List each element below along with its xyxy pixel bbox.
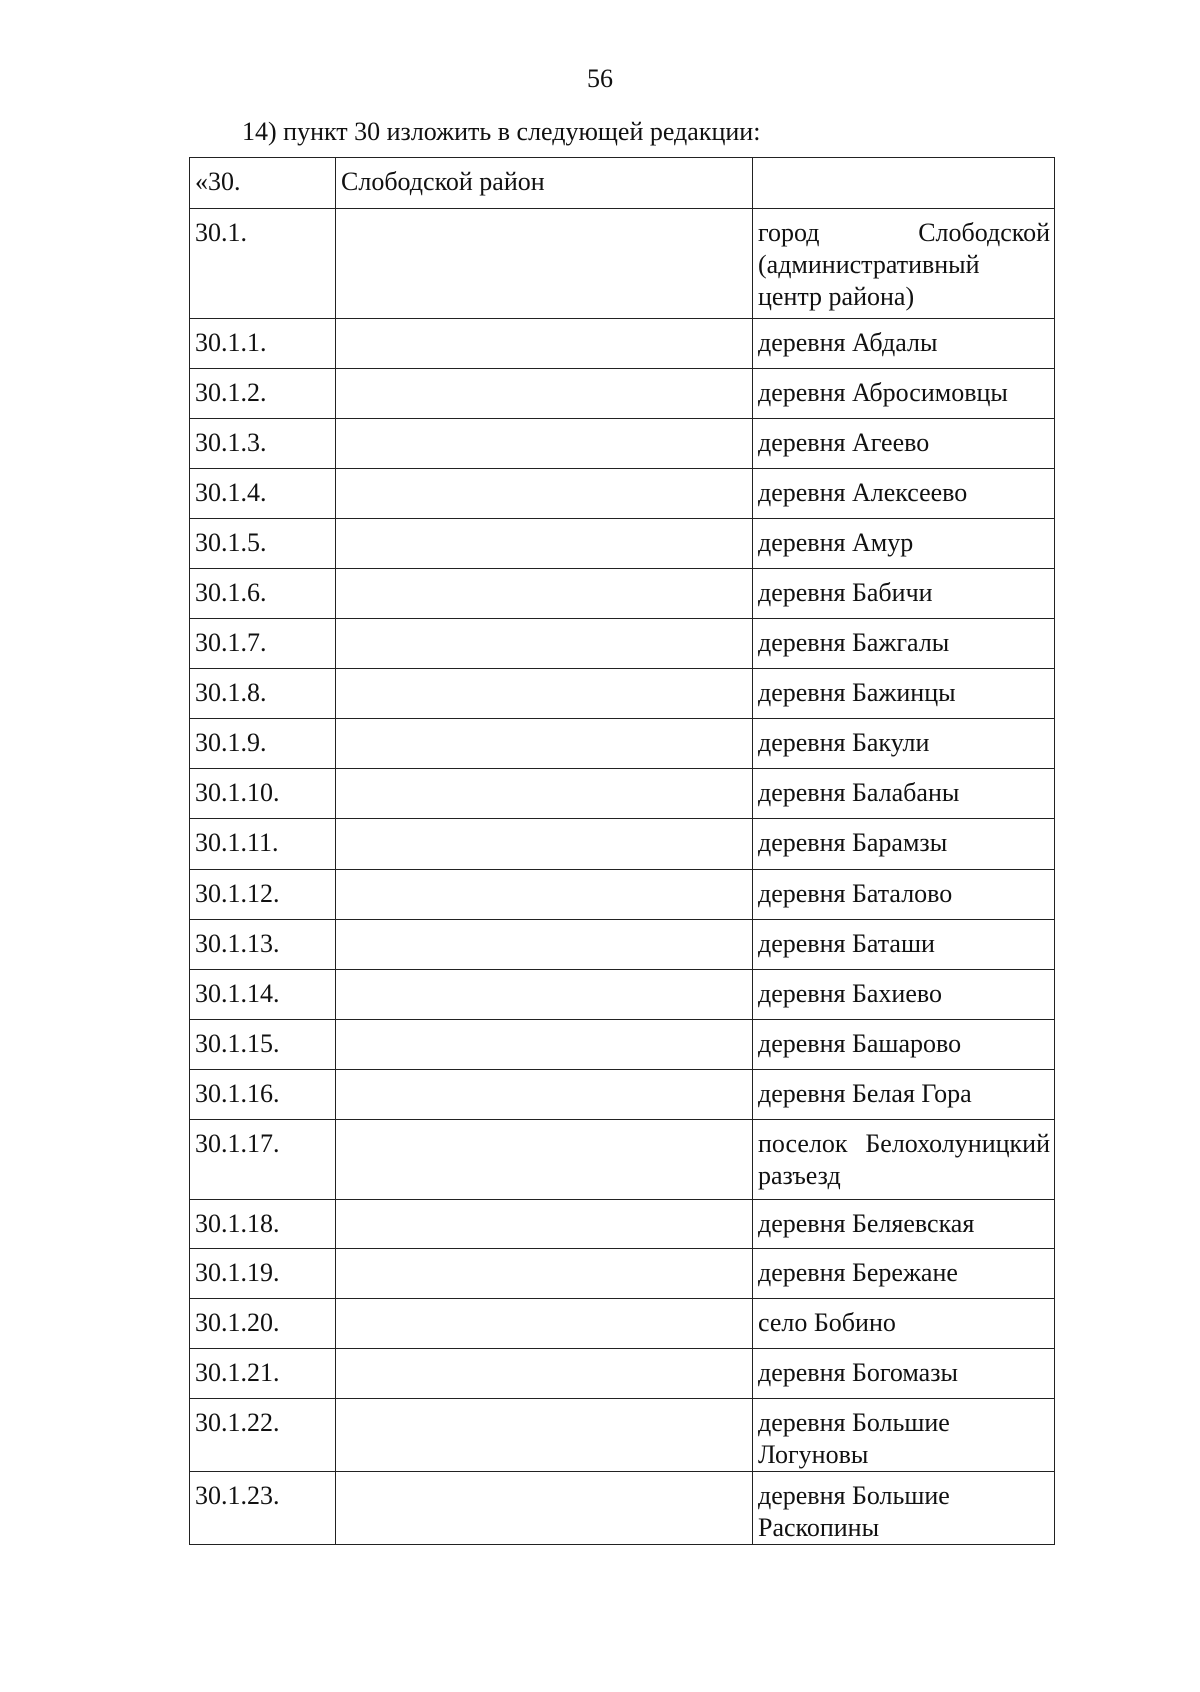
table-row xyxy=(190,209,1055,319)
table-row xyxy=(190,519,1055,569)
table-row xyxy=(190,1472,1055,1545)
table-row xyxy=(190,1349,1055,1399)
table-row xyxy=(190,1299,1055,1349)
district-cell xyxy=(336,970,753,1020)
row-number-cell: 30.1.21. xyxy=(190,1349,336,1399)
district-cell xyxy=(336,769,753,819)
row-number-cell: 30.1. xyxy=(190,209,336,319)
settlement-cell: деревня Беляевская xyxy=(753,1200,1055,1249)
district-cell xyxy=(336,1020,753,1070)
settlement-cell: деревня Амур xyxy=(753,519,1055,569)
settlement-cell: деревня Большие Логуновы xyxy=(753,1399,1055,1472)
table-row xyxy=(190,469,1055,519)
table-row xyxy=(190,1249,1055,1299)
settlement-cell xyxy=(753,158,1055,209)
table-row xyxy=(190,669,1055,719)
row-number-cell: 30.1.22. xyxy=(190,1399,336,1472)
settlement-cell: поселок Белохолуницкий разъезд xyxy=(753,1120,1055,1200)
settlement-cell: деревня Богомазы xyxy=(753,1349,1055,1399)
table-row xyxy=(190,1399,1055,1472)
row-number-cell: 30.1.17. xyxy=(190,1120,336,1200)
row-number-cell: 30.1.18. xyxy=(190,1200,336,1249)
district-cell xyxy=(336,1120,753,1200)
settlement-cell: деревня Балабаны xyxy=(753,769,1055,819)
settlement-cell: деревня Бажинцы xyxy=(753,669,1055,719)
settlement-cell: город Слободской (административный центр района) xyxy=(753,209,1055,319)
table-row xyxy=(190,569,1055,619)
table-row xyxy=(190,158,1055,209)
district-cell xyxy=(336,209,753,319)
table-row xyxy=(190,419,1055,469)
district-cell xyxy=(336,1070,753,1120)
row-number-cell: 30.1.14. xyxy=(190,970,336,1020)
table-row xyxy=(190,819,1055,870)
table-row xyxy=(190,1020,1055,1070)
row-number-cell: 30.1.11. xyxy=(190,819,336,870)
district-cell xyxy=(336,519,753,569)
row-number-cell: 30.1.3. xyxy=(190,419,336,469)
row-number-cell: 30.1.4. xyxy=(190,469,336,519)
settlement-cell: деревня Баташи xyxy=(753,920,1055,970)
district-cell xyxy=(336,669,753,719)
district-cell xyxy=(336,469,753,519)
district-cell xyxy=(336,619,753,669)
district-cell xyxy=(336,870,753,920)
table-row xyxy=(190,1200,1055,1249)
table-row xyxy=(190,920,1055,970)
settlement-cell: деревня Бережане xyxy=(753,1249,1055,1299)
table-row xyxy=(190,319,1055,369)
page-number: 56 xyxy=(587,64,613,93)
amendment-intro: 14) пункт 30 изложить в следующей редакции: xyxy=(242,117,761,146)
table-row xyxy=(190,970,1055,1020)
settlement-cell: деревня Бахиево xyxy=(753,970,1055,1020)
district-cell xyxy=(336,419,753,469)
row-number-cell: 30.1.1. xyxy=(190,319,336,369)
row-number-cell: 30.1.20. xyxy=(190,1299,336,1349)
district-cell xyxy=(336,369,753,419)
settlement-cell: деревня Белая Гора xyxy=(753,1070,1055,1120)
settlement-cell: деревня Большие Раскопины xyxy=(753,1472,1055,1545)
district-cell: Слободской район xyxy=(336,158,753,209)
table-row xyxy=(190,719,1055,769)
district-cell xyxy=(336,719,753,769)
district-cell xyxy=(336,1249,753,1299)
row-number-cell: 30.1.15. xyxy=(190,1020,336,1070)
row-number-cell: 30.1.16. xyxy=(190,1070,336,1120)
district-cell xyxy=(336,920,753,970)
row-number-cell: 30.1.10. xyxy=(190,769,336,819)
settlement-cell: деревня Абдалы xyxy=(753,319,1055,369)
settlements-table xyxy=(189,157,1055,1545)
settlement-cell: деревня Алексеево xyxy=(753,469,1055,519)
district-cell xyxy=(336,1299,753,1349)
district-cell xyxy=(336,1200,753,1249)
row-number-cell: 30.1.19. xyxy=(190,1249,336,1299)
district-cell xyxy=(336,319,753,369)
settlement-cell: деревня Бакули xyxy=(753,719,1055,769)
row-number-cell: 30.1.5. xyxy=(190,519,336,569)
row-number-cell: 30.1.23. xyxy=(190,1472,336,1545)
settlement-cell: деревня Бажгалы xyxy=(753,619,1055,669)
row-number-cell: 30.1.12. xyxy=(190,870,336,920)
table-row xyxy=(190,369,1055,419)
table-row xyxy=(190,619,1055,669)
district-cell xyxy=(336,1472,753,1545)
row-number-cell: 30.1.13. xyxy=(190,920,336,970)
district-cell xyxy=(336,1399,753,1472)
row-number-cell: 30.1.9. xyxy=(190,719,336,769)
settlement-cell: деревня Бабичи xyxy=(753,569,1055,619)
settlement-cell: деревня Агеево xyxy=(753,419,1055,469)
district-cell xyxy=(336,569,753,619)
table-row xyxy=(190,769,1055,819)
district-cell xyxy=(336,819,753,870)
settlement-cell: деревня Барамзы xyxy=(753,819,1055,870)
row-number-cell: 30.1.7. xyxy=(190,619,336,669)
settlement-cell: деревня Баталово xyxy=(753,870,1055,920)
settlement-cell: деревня Абросимовцы xyxy=(753,369,1055,419)
table-row xyxy=(190,1120,1055,1200)
table-row xyxy=(190,870,1055,920)
settlement-cell: деревня Башарово xyxy=(753,1020,1055,1070)
settlement-cell: село Бобино xyxy=(753,1299,1055,1349)
row-number-cell: 30.1.8. xyxy=(190,669,336,719)
row-number-cell: «30. xyxy=(190,158,336,209)
district-cell xyxy=(336,1349,753,1399)
row-number-cell: 30.1.6. xyxy=(190,569,336,619)
table-row xyxy=(190,1070,1055,1120)
row-number-cell: 30.1.2. xyxy=(190,369,336,419)
